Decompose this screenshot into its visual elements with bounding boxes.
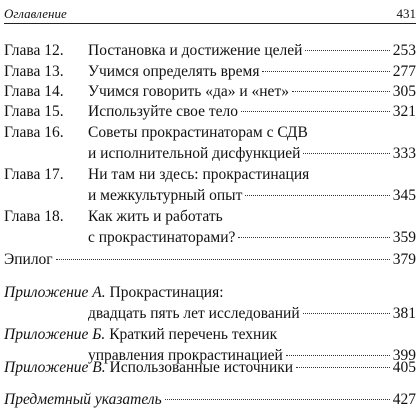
page-number: 381 [392, 305, 416, 322]
appendix-title-line-1: Прокрастинация: [109, 284, 224, 301]
page-number: 333 [392, 145, 416, 162]
dot-leader [165, 399, 390, 400]
dot-leader [238, 237, 389, 238]
page-number: 405 [392, 359, 416, 376]
dot-leader [56, 259, 390, 260]
page-number: 379 [392, 251, 416, 268]
chapter-number: Глава 16. [4, 124, 64, 141]
page-number: 345 [392, 187, 416, 204]
page-number: 253 [392, 42, 416, 59]
dot-leader [241, 111, 390, 112]
dot-leader [303, 153, 389, 154]
chapter-title: Учимся определять время [88, 63, 260, 80]
page-header [4, 0, 416, 24]
page-number: 399 [392, 347, 416, 364]
chapter-title: Учимся говорить «да» и «нет» [88, 83, 289, 100]
appendix-title: Использованные источники [109, 359, 294, 376]
chapter-number: Глава 13. [4, 63, 64, 80]
chapter-title-line-2: и исполнительной дисфункцией [88, 145, 301, 162]
running-head-page-number: 431 [396, 6, 416, 21]
dot-leader [305, 50, 389, 51]
dot-leader [262, 71, 389, 72]
chapter-title-line-2: и межкультурный опыт [88, 187, 243, 204]
index-title: Предметный указатель [4, 391, 162, 408]
chapter-title: Постановка и достижение целей [88, 42, 303, 59]
dot-leader [245, 195, 389, 196]
appendix-title-line-2: двадцать пять лет исследований [88, 305, 300, 322]
chapter-number: Глава 12. [4, 42, 64, 59]
appendix-label: Приложение А. [4, 284, 106, 301]
dot-leader [303, 313, 390, 314]
appendix-label: Приложение В. [4, 359, 106, 376]
dot-leader [286, 355, 390, 356]
epilogue-title: Эпилог [4, 251, 53, 268]
chapter-title: Используйте свое тело [88, 103, 239, 120]
chapter-title-line-1: Как жить и работать [88, 208, 223, 225]
page-number: 305 [392, 83, 416, 100]
appendix-label: Приложение Б. [4, 326, 106, 343]
page-number: 427 [392, 391, 416, 408]
chapter-title-line-1: Ни там ни здесь: прокрастинация [88, 166, 310, 183]
dot-leader [292, 91, 390, 92]
chapter-title-line-1: Советы прокрастинаторам с СДВ [88, 124, 308, 141]
chapter-number: Глава 17. [4, 166, 64, 183]
chapter-number: Глава 15. [4, 103, 64, 120]
chapter-number: Глава 18. [4, 208, 64, 225]
page-number: 359 [392, 229, 416, 246]
running-head-section: Оглавление [4, 6, 67, 21]
dot-leader [296, 367, 390, 368]
chapter-number: Глава 14. [4, 83, 64, 100]
page-number: 321 [392, 103, 416, 120]
appendix-title-line-1: Краткий перечень техник [109, 326, 278, 343]
page-number: 277 [392, 63, 416, 80]
appendix-title-line-2: управления прокрастинацией [88, 347, 283, 364]
chapter-title-line-2: с прокрастинаторами? [88, 229, 236, 246]
